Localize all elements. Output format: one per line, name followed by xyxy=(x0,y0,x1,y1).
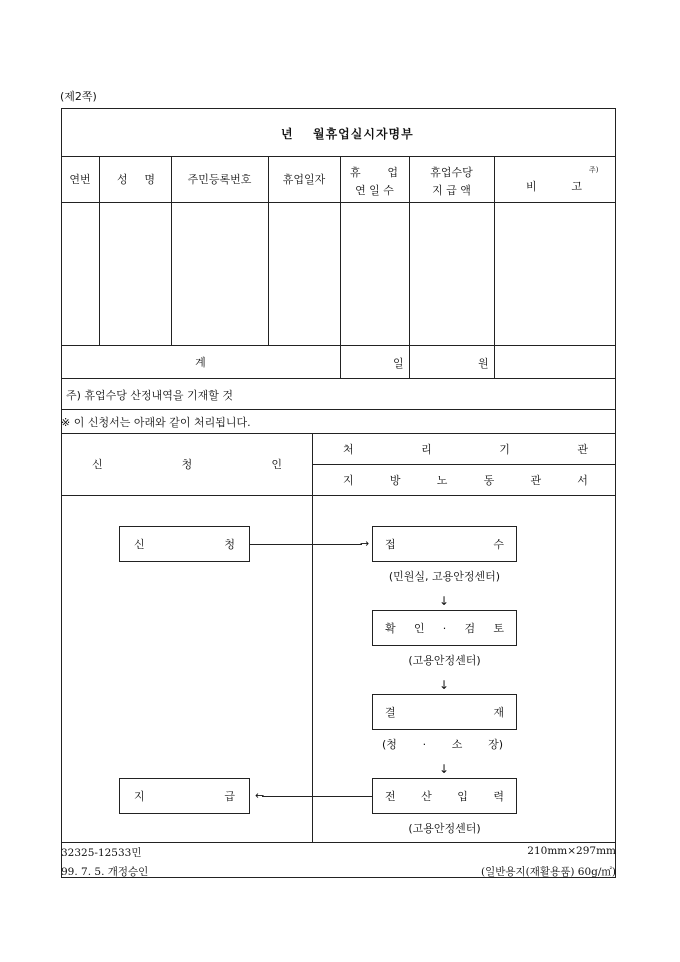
page-label: (제2쪽) xyxy=(60,90,97,103)
apply-box: 신 청 xyxy=(119,526,250,562)
header-rrn: 주민등록번호 xyxy=(187,173,252,186)
process-note: ※ 이 신청서는 아래와 같이 처리됩니다. xyxy=(61,416,251,429)
approval-date: 99. 7. 5. 개정승인 xyxy=(61,866,149,878)
data-entry-box: 전 산 입 력 xyxy=(372,778,517,814)
form-title: 월휴업실시자명부 xyxy=(313,127,414,141)
total-days-unit: 일 xyxy=(393,357,404,370)
header-amount: 휴업수당 지 급 액 xyxy=(430,166,473,197)
down-arrow-icon: ↓ xyxy=(439,678,450,692)
approval-box: 결 재 xyxy=(372,694,517,730)
receipt-box: 접 수 xyxy=(372,526,517,562)
right-arrowhead-icon: → xyxy=(360,537,370,550)
apply-to-receipt-line xyxy=(250,544,362,545)
remark-footnote-mark: 주) xyxy=(589,166,599,174)
title-year: 년 xyxy=(281,127,294,141)
left-arrowhead-icon: ← xyxy=(255,789,265,802)
paper-size: 210mm×297mm xyxy=(527,845,616,857)
paper-type: (일반용지(재활용품) 60g/㎡) xyxy=(481,866,616,878)
input-to-pay-line xyxy=(262,796,372,797)
review-box: 확 인 · 검 토 xyxy=(372,610,517,646)
header-remark: 비 고 xyxy=(526,180,582,193)
total-label: 계 xyxy=(195,355,206,369)
applicant-header: 신 청 인 xyxy=(92,458,282,471)
data-entry-sub: (고용안정센터) xyxy=(408,822,481,835)
office-header: 지 방 노 동 관 서 xyxy=(343,473,588,487)
receipt-sub: (민원실, 고용안정센터) xyxy=(388,570,501,583)
form-note: 주) 휴업수당 산정내역을 기재할 것 xyxy=(66,389,234,402)
header-days: 휴 업 연 일 수 xyxy=(350,166,398,197)
total-amount-unit: 원 xyxy=(478,357,489,370)
header-name: 성 명 xyxy=(117,173,155,186)
header-no: 연번 xyxy=(69,173,91,186)
form-code: 32325-12533민 xyxy=(61,847,142,859)
review-sub: (고용안정센터) xyxy=(408,654,481,667)
down-arrow-icon: ↓ xyxy=(439,594,450,608)
payment-box: 지 급 xyxy=(119,778,250,814)
down-arrow-icon: ↓ xyxy=(439,762,450,776)
agency-header: 처 리 기 관 xyxy=(343,442,588,456)
header-date: 휴업일자 xyxy=(282,173,326,186)
approval-sub: (청 · 소 장) xyxy=(382,737,503,751)
